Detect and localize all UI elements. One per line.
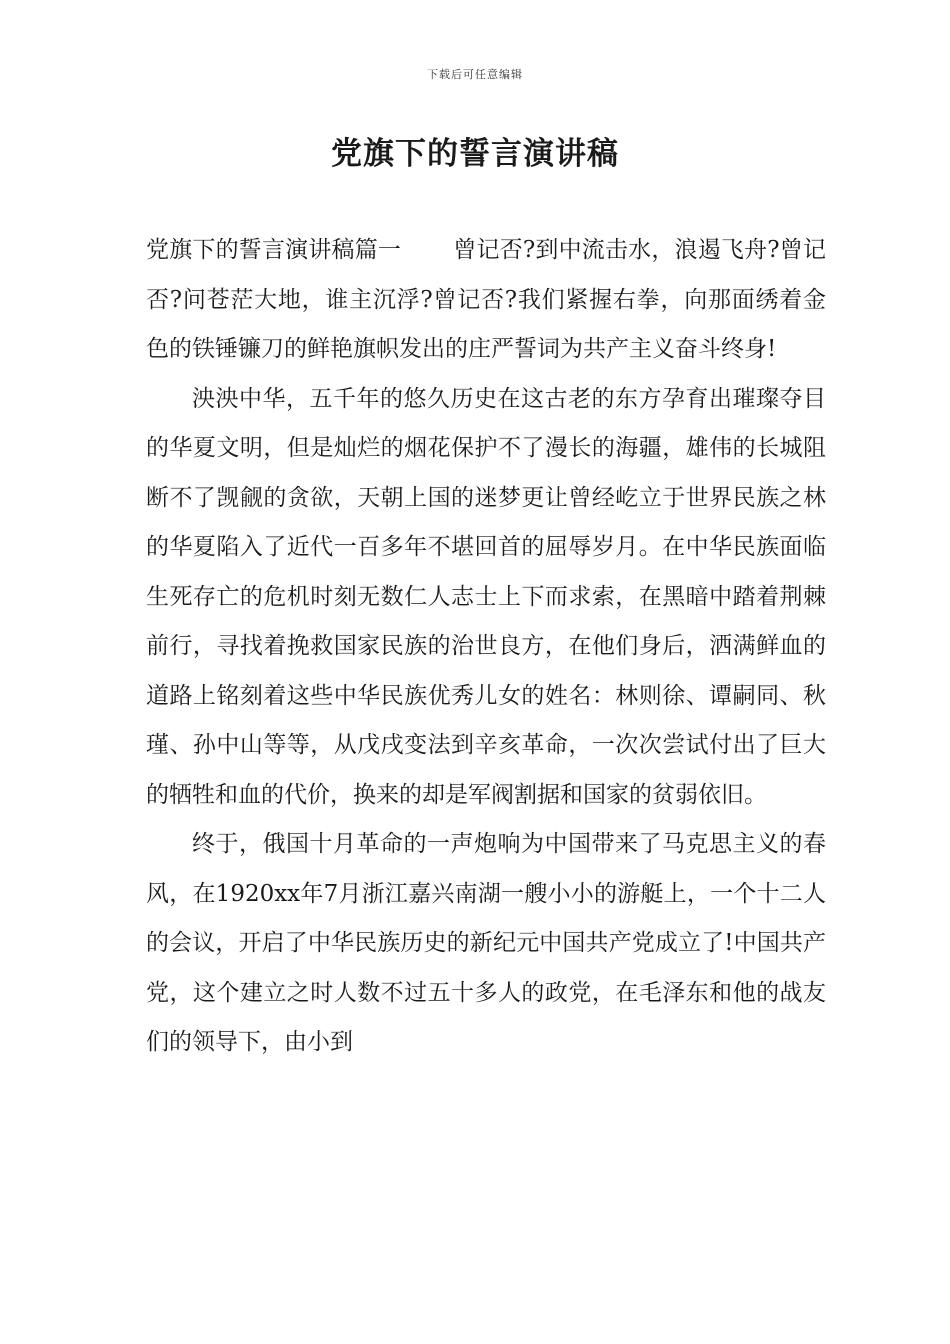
section-heading: 党旗下的誓言演讲稿篇一 — [146, 237, 402, 263]
document-body — [146, 226, 826, 1068]
paragraph-1 — [146, 226, 826, 375]
paragraph-3: 终于，俄国十月革命的一声炮响为中国带来了马克思主义的春风，在1920xx年7月浙江嘉兴南湖一艘小小的游艇上，一个十二人的会议，开启了中华民族历史的新纪元中国共产党成立了!中国共产党，这个建立之时人数不过五十多人的政党，在毛泽东和他的战友们的领导下，由小到 — [146, 831, 826, 1055]
paragraph-2: 泱泱中华，五千年的悠久历史在这古老的东方孕育出璀璨夺目的华夏文明，但是灿烂的烟花保护不了漫长的海疆，雄伟的长城阻断不了觊觎的贪欲，天朝上国的迷梦更让曾经屹立于世界民族之林的华夏陷入了近代一百多年不堪回首的屈辱岁月。在中华民族面临生死存亡的危机时刻无数仁人志士上下而求索，在黑暗中踏着荆棘前行，寻找着挽救国家民族的治世良方，在他们身后，洒满鲜血的道路上铭刻着这些中华民族优秀儿女的姓名：林则徐、谭嗣同、秋瑾、孙中山等等，从戊戌变法到辛亥革命，一次次尝试付出了巨大的牺牲和血的代价，换来的却是军阀割据和国家的贫弱依旧。 — [146, 385, 826, 808]
header-note: 下载后可任意编辑 — [427, 68, 523, 81]
document-title: 党旗下的誓言演讲稿 — [331, 136, 619, 172]
paragraph-1-text: 曾记否?到中流击水，浪遏飞舟?曾记否?问苍茫大地，谁主沉浮?曾记否?我们紧握右拳，向那面绣着金色的铁锤镰刀的鲜艳旗帜发出的庄严誓词为共产主义奋斗终身! — [146, 237, 826, 362]
